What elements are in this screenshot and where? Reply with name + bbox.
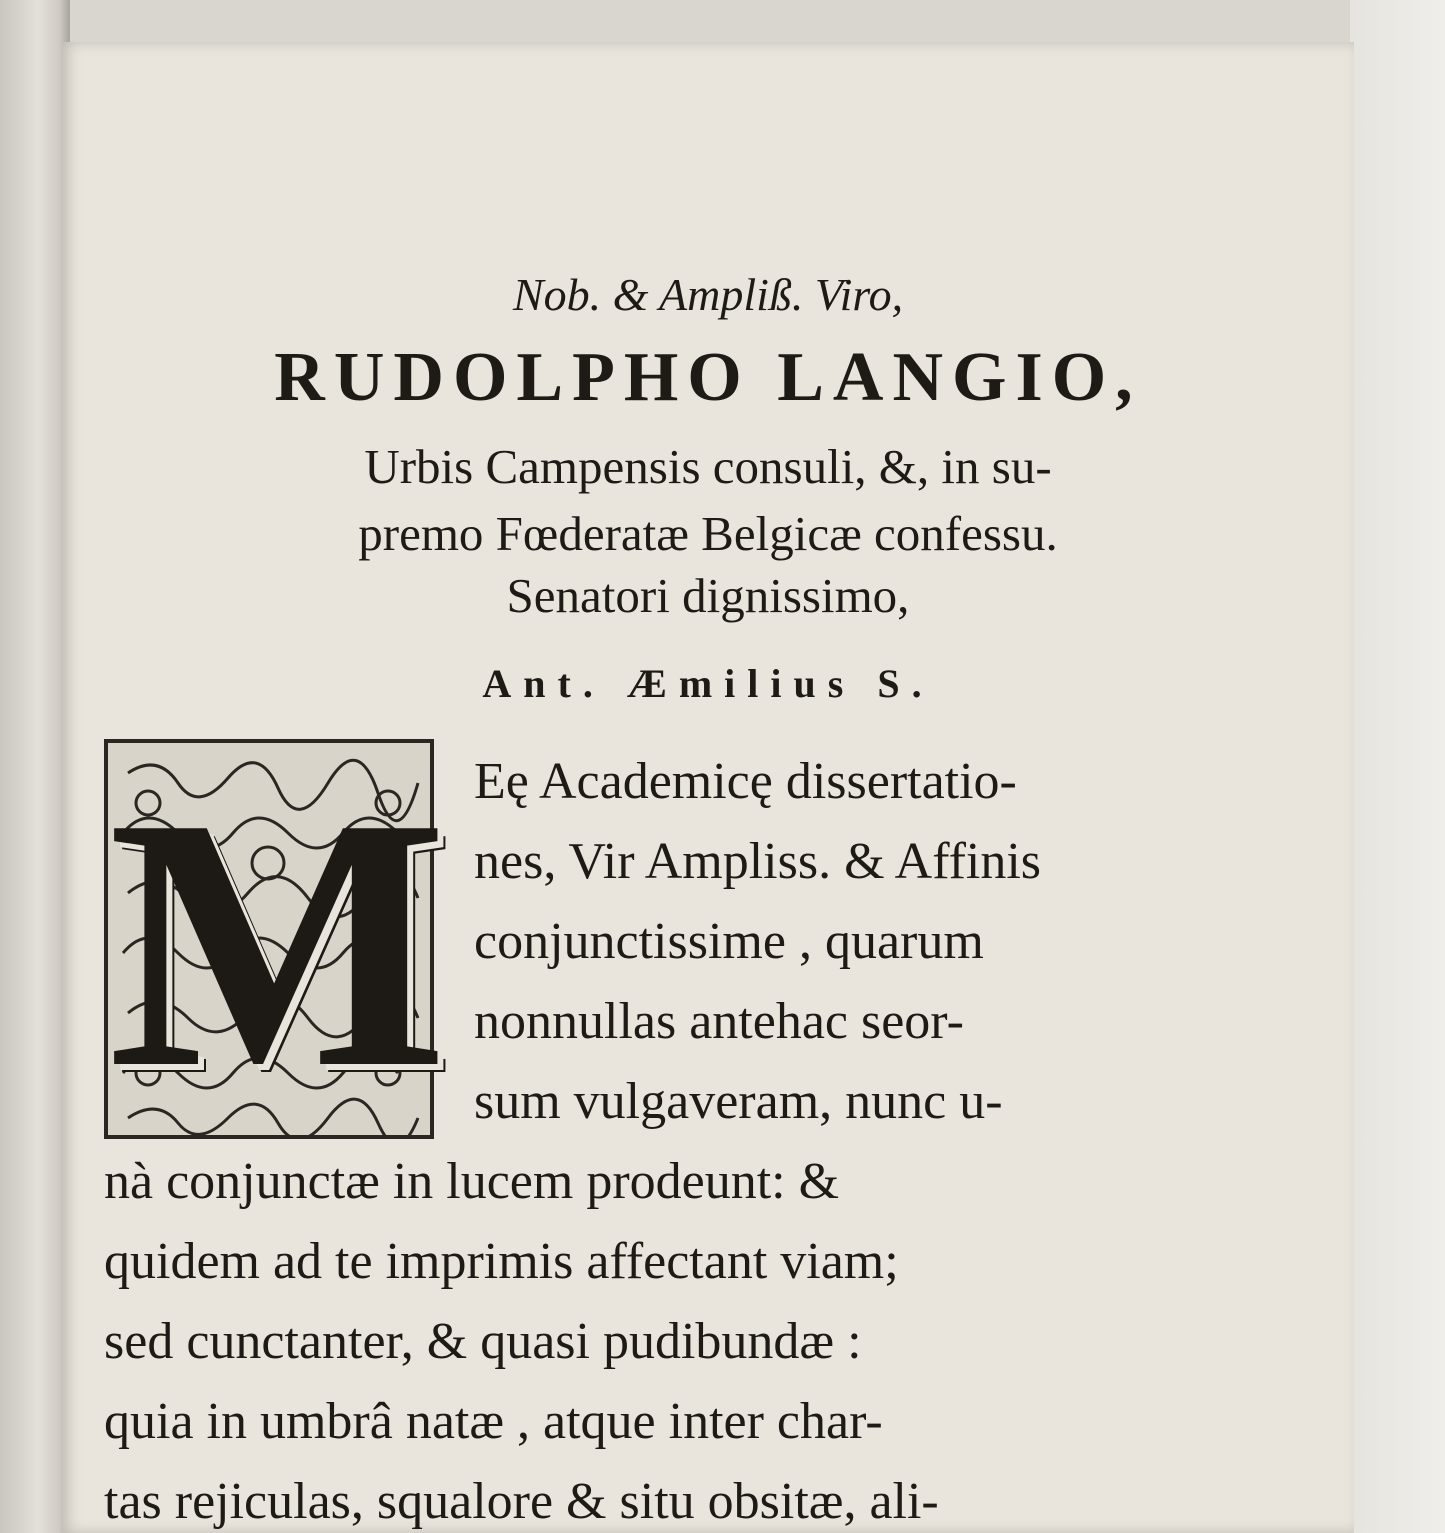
text-line: sum vulgaveram, nunc u-	[474, 1073, 1003, 1130]
dedication-title-line-2: premo Fœderatæ Belgicæ confessu.	[358, 506, 1058, 561]
text-line: Eę Academicę dissertatio-	[474, 753, 1017, 810]
text-line: nà conjunctæ in lucem prodeunt: &	[104, 1153, 840, 1210]
decorated-initial	[104, 739, 448, 1142]
initial-letter: M	[108, 743, 448, 1142]
text-line: sed cunctanter, & quasi pudibundæ :	[104, 1313, 862, 1370]
book-gutter	[0, 0, 70, 1533]
dedication-title-line-3: Senatori dignissimo,	[506, 568, 910, 623]
text-line: nes, Vir Ampliss. & Affinis	[474, 833, 1042, 890]
dedication-salutation: Nob. & Ampliß. Viro,	[512, 269, 904, 320]
background	[1350, 0, 1445, 1533]
dedication-title-line-1: Urbis Campensis consuli, &, in su-	[364, 439, 1052, 494]
text-line: nonnullas antehac seor-	[474, 993, 964, 1050]
dedication-name: RUDOLPHO LANGIO,	[274, 339, 1142, 416]
dedication-author: Ant. Æmilius S.	[482, 661, 934, 706]
text-line: quidem ad te imprimis affectant viam;	[104, 1233, 899, 1290]
text-line: tas rejiculas, squalore & situ obsitæ, ali-	[104, 1473, 939, 1530]
text-line: quia in umbrâ natæ , atque inter char-	[104, 1393, 883, 1450]
text-line: conjunctissime , quarum	[474, 913, 984, 970]
book-page	[62, 42, 1354, 1533]
